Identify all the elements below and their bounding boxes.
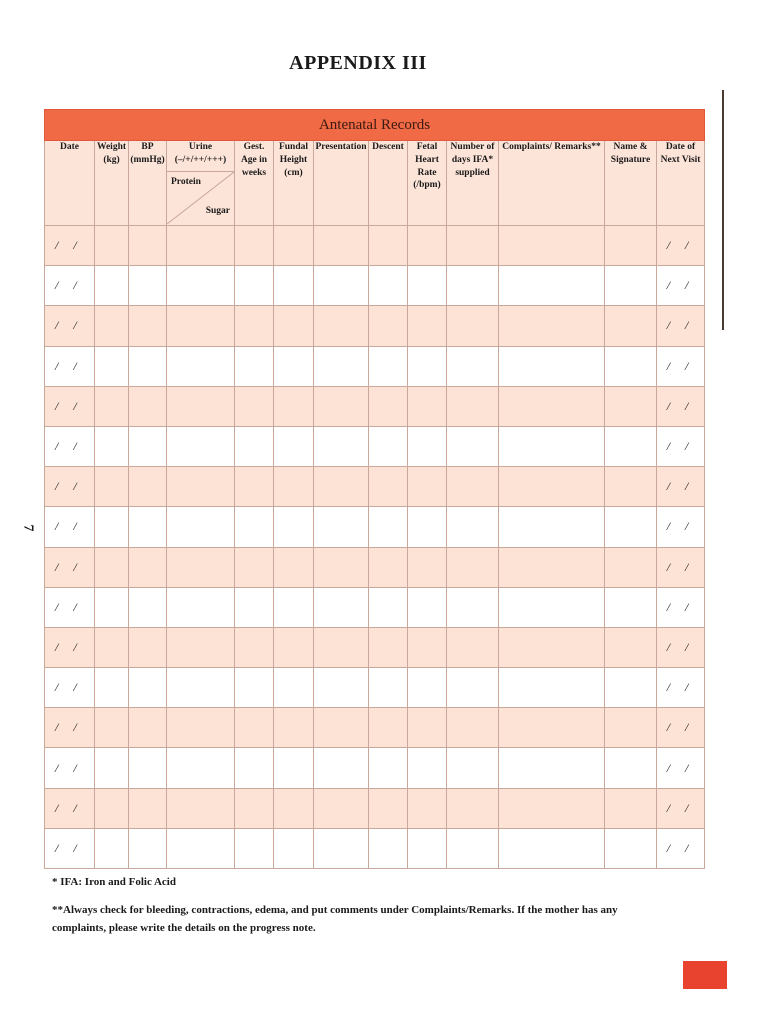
entry-cell[interactable]	[369, 346, 408, 386]
entry-cell[interactable]	[314, 788, 369, 828]
table-row	[45, 547, 705, 587]
entry-cell[interactable]	[408, 708, 447, 748]
appendix-title: APPENDIX III	[289, 52, 427, 74]
entry-cell[interactable]	[95, 266, 129, 306]
next-visit-cell[interactable]: / /	[657, 788, 705, 828]
entry-cell[interactable]	[408, 748, 447, 788]
entry-cell[interactable]	[314, 346, 369, 386]
urine-label: Urine (–/+/++/+++)	[167, 141, 234, 172]
next-visit-cell[interactable]: / /	[657, 467, 705, 507]
date-cell[interactable]: / /	[45, 748, 95, 788]
entry-cell[interactable]	[408, 788, 447, 828]
entry-cell[interactable]	[408, 467, 447, 507]
entry-cell[interactable]	[605, 627, 657, 667]
entry-cell[interactable]	[274, 306, 314, 346]
entry-cell[interactable]	[369, 426, 408, 466]
next-visit-cell[interactable]: / /	[657, 627, 705, 667]
entry-cell[interactable]	[369, 587, 408, 627]
entry-cell[interactable]	[167, 668, 235, 708]
entry-cell[interactable]	[314, 386, 369, 426]
entry-cell[interactable]	[447, 426, 499, 466]
entry-cell[interactable]	[408, 668, 447, 708]
entry-cell[interactable]	[235, 547, 274, 587]
entry-cell[interactable]	[447, 587, 499, 627]
urine-protein-label: Protein	[171, 177, 201, 187]
table-row	[45, 306, 705, 346]
entry-cell[interactable]	[167, 226, 235, 266]
entry-cell[interactable]	[447, 748, 499, 788]
date-cell[interactable]: / /	[45, 266, 95, 306]
page-edge-shadow	[722, 90, 724, 330]
table-row	[45, 386, 705, 426]
entry-cell[interactable]	[274, 828, 314, 868]
next-visit-cell[interactable]: / /	[657, 587, 705, 627]
col-header-descent: Descent	[369, 141, 408, 226]
entry-cell[interactable]	[274, 788, 314, 828]
col-header-ifa-days: Number of days IFA* supplied	[447, 141, 499, 226]
entry-cell[interactable]	[605, 708, 657, 748]
entry-cell[interactable]	[274, 266, 314, 306]
entry-cell[interactable]	[408, 226, 447, 266]
entry-cell[interactable]	[314, 748, 369, 788]
entry-cell[interactable]	[235, 266, 274, 306]
entry-cell[interactable]	[605, 587, 657, 627]
entry-cell[interactable]	[447, 788, 499, 828]
entry-cell[interactable]	[408, 828, 447, 868]
entry-cell[interactable]	[447, 547, 499, 587]
date-cell[interactable]: / /	[45, 828, 95, 868]
entry-cell[interactable]	[447, 306, 499, 346]
date-cell[interactable]: / /	[45, 547, 95, 587]
table-row	[45, 266, 705, 306]
entry-cell[interactable]	[605, 828, 657, 868]
entry-cell[interactable]	[167, 306, 235, 346]
entry-cell[interactable]	[369, 708, 408, 748]
entry-cell[interactable]	[167, 828, 235, 868]
page-number: 7	[20, 524, 36, 532]
entry-cell[interactable]	[605, 306, 657, 346]
entry-cell[interactable]	[167, 386, 235, 426]
entry-cell[interactable]	[235, 627, 274, 667]
entry-cell[interactable]	[499, 627, 605, 667]
col-header-weight: Weight (kg)	[95, 141, 129, 226]
date-cell[interactable]: / /	[45, 668, 95, 708]
entry-cell[interactable]	[369, 467, 408, 507]
entry-cell[interactable]	[235, 426, 274, 466]
entry-cell[interactable]	[129, 266, 167, 306]
entry-cell[interactable]	[95, 788, 129, 828]
entry-cell[interactable]	[235, 748, 274, 788]
entry-cell[interactable]	[95, 587, 129, 627]
entry-cell[interactable]	[274, 346, 314, 386]
entry-cell[interactable]	[499, 668, 605, 708]
next-visit-cell[interactable]: / /	[657, 266, 705, 306]
date-cell[interactable]: / /	[45, 587, 95, 627]
entry-cell[interactable]	[605, 226, 657, 266]
table-row	[45, 426, 705, 466]
entry-cell[interactable]	[129, 708, 167, 748]
entry-cell[interactable]	[274, 708, 314, 748]
col-header-date: Date	[45, 141, 95, 226]
entry-cell[interactable]	[167, 507, 235, 547]
entry-cell[interactable]	[235, 708, 274, 748]
table-row	[45, 627, 705, 667]
entry-cell[interactable]	[447, 346, 499, 386]
entry-cell[interactable]	[408, 507, 447, 547]
entry-cell[interactable]	[129, 467, 167, 507]
date-cell[interactable]: / /	[45, 346, 95, 386]
entry-cell[interactable]	[605, 426, 657, 466]
entry-cell[interactable]	[369, 748, 408, 788]
entry-cell[interactable]	[129, 828, 167, 868]
entry-cell[interactable]	[605, 668, 657, 708]
entry-cell[interactable]	[274, 507, 314, 547]
table-title: Antenatal Records	[45, 110, 705, 141]
entry-cell[interactable]	[274, 748, 314, 788]
entry-cell[interactable]	[314, 266, 369, 306]
entry-cell[interactable]	[95, 306, 129, 346]
entry-cell[interactable]	[129, 226, 167, 266]
entry-cell[interactable]	[499, 708, 605, 748]
entry-cell[interactable]	[499, 346, 605, 386]
entry-cell[interactable]	[499, 748, 605, 788]
entry-cell[interactable]	[408, 627, 447, 667]
entry-cell[interactable]	[314, 226, 369, 266]
entry-cell[interactable]	[314, 507, 369, 547]
entry-cell[interactable]	[408, 386, 447, 426]
entry-cell[interactable]	[235, 346, 274, 386]
date-cell[interactable]: / /	[45, 788, 95, 828]
next-visit-cell[interactable]: / /	[657, 507, 705, 547]
entry-cell[interactable]	[95, 386, 129, 426]
col-header-name-signature: Name & Signature	[605, 141, 657, 226]
entry-cell[interactable]	[369, 226, 408, 266]
next-visit-cell[interactable]: / /	[657, 828, 705, 868]
next-visit-cell[interactable]: / /	[657, 346, 705, 386]
col-header-fundal-height: Fundal Height (cm)	[274, 141, 314, 226]
entry-cell[interactable]	[129, 627, 167, 667]
next-visit-cell[interactable]: / /	[657, 748, 705, 788]
entry-cell[interactable]	[314, 828, 369, 868]
col-header-gest-age: Gest. Age in weeks	[235, 141, 274, 226]
entry-cell[interactable]	[235, 507, 274, 547]
urine-sugar-label: Sugar	[205, 206, 230, 217]
entry-cell[interactable]	[499, 386, 605, 426]
next-visit-cell[interactable]: / /	[657, 547, 705, 587]
entry-cell[interactable]	[235, 668, 274, 708]
entry-cell[interactable]	[314, 306, 369, 346]
entry-cell[interactable]	[605, 507, 657, 547]
entry-cell[interactable]	[95, 748, 129, 788]
table-row	[45, 467, 705, 507]
entry-cell[interactable]	[235, 467, 274, 507]
table-row	[45, 668, 705, 708]
entry-cell[interactable]	[499, 587, 605, 627]
entry-cell[interactable]	[167, 346, 235, 386]
next-visit-cell[interactable]: / /	[657, 306, 705, 346]
entry-cell[interactable]	[605, 547, 657, 587]
entry-cell[interactable]	[95, 547, 129, 587]
entry-cell[interactable]	[167, 708, 235, 748]
entry-cell[interactable]	[235, 226, 274, 266]
entry-cell[interactable]	[447, 266, 499, 306]
entry-cell[interactable]	[129, 788, 167, 828]
entry-cell[interactable]	[447, 828, 499, 868]
entry-cell[interactable]	[447, 708, 499, 748]
date-cell[interactable]: / /	[45, 627, 95, 667]
entry-cell[interactable]	[274, 547, 314, 587]
entry-cell[interactable]	[499, 426, 605, 466]
entry-cell[interactable]	[129, 306, 167, 346]
entry-cell[interactable]	[167, 426, 235, 466]
entry-cell[interactable]	[235, 306, 274, 346]
entry-cell[interactable]	[95, 627, 129, 667]
entry-cell[interactable]	[235, 386, 274, 426]
next-visit-cell[interactable]: / /	[657, 226, 705, 266]
entry-cell[interactable]	[408, 266, 447, 306]
entry-cell[interactable]	[95, 708, 129, 748]
entry-cell[interactable]	[408, 547, 447, 587]
entry-cell[interactable]	[314, 426, 369, 466]
entry-cell[interactable]	[167, 748, 235, 788]
date-cell[interactable]: / /	[45, 386, 95, 426]
entry-cell[interactable]	[167, 266, 235, 306]
table-row	[45, 507, 705, 547]
entry-cell[interactable]	[499, 467, 605, 507]
col-header-complaints: Complaints/ Remarks**	[499, 141, 605, 226]
date-cell[interactable]: / /	[45, 467, 95, 507]
col-header-urine	[167, 141, 235, 226]
entry-cell[interactable]	[95, 668, 129, 708]
entry-cell[interactable]	[129, 346, 167, 386]
entry-cell[interactable]	[408, 587, 447, 627]
date-cell[interactable]: / /	[45, 507, 95, 547]
entry-cell[interactable]	[167, 467, 235, 507]
entry-cell[interactable]	[314, 467, 369, 507]
date-cell[interactable]: / /	[45, 708, 95, 748]
entry-cell[interactable]	[369, 627, 408, 667]
entry-cell[interactable]	[129, 547, 167, 587]
entry-cell[interactable]	[499, 507, 605, 547]
date-cell[interactable]: / /	[45, 306, 95, 346]
entry-cell[interactable]	[129, 748, 167, 788]
entry-cell[interactable]	[369, 828, 408, 868]
table-row	[45, 346, 705, 386]
entry-cell[interactable]	[499, 306, 605, 346]
entry-cell[interactable]	[447, 507, 499, 547]
entry-cell[interactable]	[129, 386, 167, 426]
entry-cell[interactable]	[274, 587, 314, 627]
antenatal-records-table	[44, 109, 705, 869]
entry-cell[interactable]	[314, 587, 369, 627]
entry-cell[interactable]	[95, 426, 129, 466]
entry-cell[interactable]	[447, 386, 499, 426]
entry-cell[interactable]	[499, 266, 605, 306]
entry-cell[interactable]	[499, 226, 605, 266]
footnote-remarks: **Always check for bleeding, contractions, edema, and put comments under Complaints/Remarks. If the mother has any complaints, please write the details on the progress note.	[52, 904, 618, 934]
entry-cell[interactable]	[129, 587, 167, 627]
date-cell[interactable]: / /	[45, 226, 95, 266]
entry-cell[interactable]	[167, 547, 235, 587]
entry-cell[interactable]	[408, 346, 447, 386]
entry-cell[interactable]	[274, 386, 314, 426]
entry-cell[interactable]	[167, 627, 235, 667]
table-row	[45, 708, 705, 748]
entry-cell[interactable]	[499, 828, 605, 868]
corner-tab	[683, 961, 727, 989]
table-row	[45, 226, 705, 266]
next-visit-cell[interactable]: / /	[657, 426, 705, 466]
col-header-bp: BP (mmHg)	[129, 141, 167, 226]
entry-cell[interactable]	[95, 226, 129, 266]
entry-cell[interactable]	[369, 547, 408, 587]
table-row	[45, 788, 705, 828]
table-row	[45, 828, 705, 868]
entry-cell[interactable]	[274, 226, 314, 266]
col-header-presentation: Presentation	[314, 141, 369, 226]
entry-cell[interactable]	[95, 346, 129, 386]
entry-cell[interactable]	[369, 266, 408, 306]
next-visit-cell[interactable]: / /	[657, 708, 705, 748]
table-row	[45, 748, 705, 788]
entry-cell[interactable]	[605, 386, 657, 426]
entry-cell[interactable]	[447, 467, 499, 507]
entry-cell[interactable]	[369, 306, 408, 346]
date-cell[interactable]: / /	[45, 426, 95, 466]
entry-cell[interactable]	[167, 587, 235, 627]
entry-cell[interactable]	[274, 426, 314, 466]
entry-cell[interactable]	[274, 467, 314, 507]
entry-cell[interactable]	[499, 788, 605, 828]
entry-cell[interactable]	[314, 668, 369, 708]
entry-cell[interactable]	[369, 788, 408, 828]
entry-cell[interactable]	[129, 668, 167, 708]
entry-cell[interactable]	[95, 828, 129, 868]
entry-cell[interactable]	[129, 507, 167, 547]
entry-cell[interactable]	[235, 788, 274, 828]
entry-cell[interactable]	[369, 386, 408, 426]
entry-cell[interactable]	[274, 668, 314, 708]
entry-cell[interactable]	[408, 426, 447, 466]
urine-subheader	[167, 172, 234, 224]
entry-cell[interactable]	[605, 266, 657, 306]
entry-cell[interactable]	[605, 748, 657, 788]
entry-cell[interactable]	[605, 346, 657, 386]
entry-cell[interactable]	[235, 587, 274, 627]
entry-cell[interactable]	[447, 627, 499, 667]
entry-cell[interactable]	[167, 788, 235, 828]
entry-cell[interactable]	[408, 306, 447, 346]
entry-cell[interactable]	[314, 708, 369, 748]
entry-cell[interactable]	[235, 828, 274, 868]
entry-cell[interactable]	[369, 668, 408, 708]
entry-cell[interactable]	[129, 426, 167, 466]
next-visit-cell[interactable]: / /	[657, 668, 705, 708]
record-rows	[45, 226, 705, 869]
entry-cell[interactable]	[447, 226, 499, 266]
entry-cell[interactable]	[95, 467, 129, 507]
entry-cell[interactable]	[314, 627, 369, 667]
table-row	[45, 587, 705, 627]
col-header-fetal-heart-rate: Fetal Heart Rate (/bpm)	[408, 141, 447, 226]
entry-cell[interactable]	[95, 507, 129, 547]
entry-cell[interactable]	[369, 507, 408, 547]
entry-cell[interactable]	[314, 547, 369, 587]
entry-cell[interactable]	[447, 668, 499, 708]
entry-cell[interactable]	[274, 627, 314, 667]
entry-cell[interactable]	[605, 467, 657, 507]
next-visit-cell[interactable]: / /	[657, 386, 705, 426]
entry-cell[interactable]	[605, 788, 657, 828]
col-header-next-visit: Date of Next Visit	[657, 141, 705, 226]
entry-cell[interactable]	[499, 547, 605, 587]
footnote-ifa: * IFA: Iron and Folic Acid	[52, 876, 176, 888]
